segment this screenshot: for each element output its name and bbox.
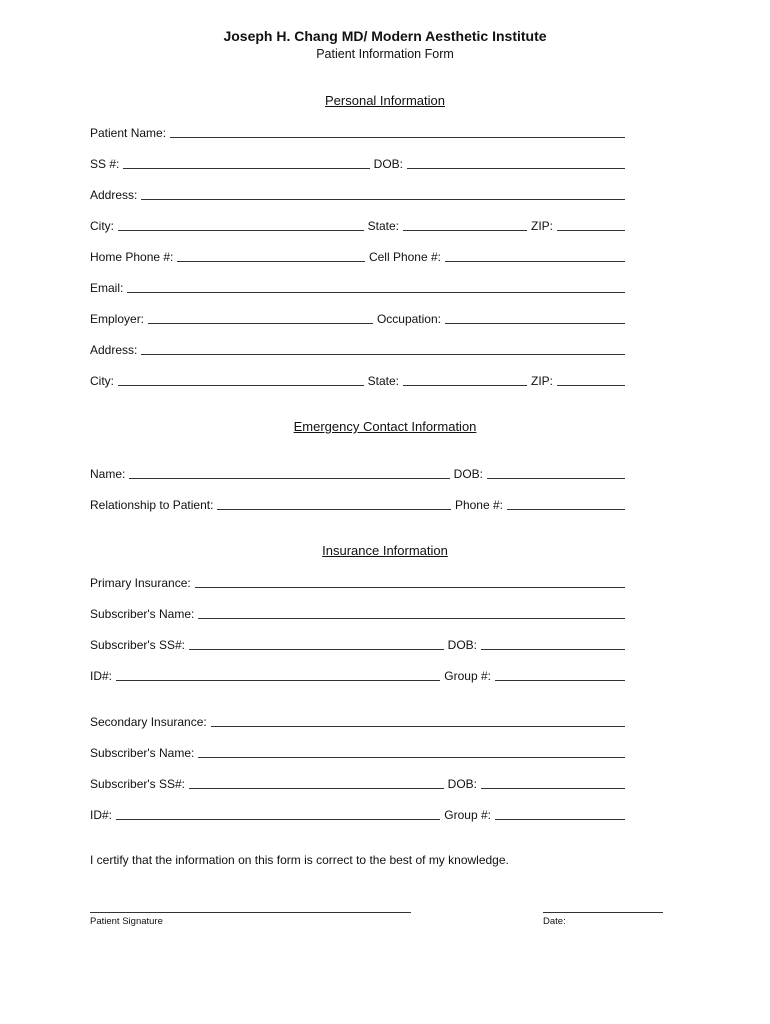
cell-phone-field[interactable] [445, 261, 625, 262]
emergency-phone-label: Phone #: [454, 498, 503, 512]
occupation-field[interactable] [445, 323, 625, 324]
primary-insurance-row [90, 574, 625, 590]
emergency-dob-field[interactable] [487, 478, 625, 479]
zip2-label: ZIP: [530, 374, 553, 388]
primary-subscriber-ss-label: Subscriber's SS#: [90, 638, 185, 652]
primary-group-field[interactable] [495, 680, 625, 681]
relationship-row [90, 496, 625, 512]
primary-subscriber-name-label: Subscriber's Name: [90, 607, 195, 621]
ss-label: SS #: [90, 157, 120, 171]
patient-signature-label: Patient Signature [90, 916, 163, 927]
secondary-subscriber-ss-field[interactable] [189, 788, 444, 789]
email-row [90, 279, 625, 295]
dob-label: DOB: [373, 157, 403, 171]
insurance-heading: Insurance Information [322, 543, 448, 558]
primary-subscriber-name-row [90, 605, 625, 621]
secondary-dob-field[interactable] [481, 788, 625, 789]
relationship-field[interactable] [217, 509, 451, 510]
state-field[interactable] [403, 230, 527, 231]
state2-field[interactable] [403, 385, 527, 386]
city2-label: City: [90, 374, 114, 388]
primary-id-label: ID#: [90, 669, 113, 683]
emergency-name-row [90, 465, 625, 481]
primary-id-row [90, 667, 625, 683]
primary-id-field[interactable] [116, 680, 440, 681]
ss-field[interactable] [123, 168, 369, 169]
occupation-label: Occupation: [376, 312, 441, 326]
address-label: Address: [90, 188, 138, 202]
home-phone-field[interactable] [177, 261, 365, 262]
secondary-subscriber-name-field[interactable] [198, 757, 625, 758]
secondary-subscriber-name-label: Subscriber's Name: [90, 746, 195, 760]
ss-dob-row [90, 155, 625, 171]
city-field[interactable] [118, 230, 364, 231]
city2-field[interactable] [118, 385, 364, 386]
secondary-insurance-field[interactable] [211, 726, 625, 727]
patient-name-field[interactable] [170, 137, 625, 138]
address2-label: Address: [90, 343, 138, 357]
secondary-insurance-row [90, 713, 625, 729]
address2-field[interactable] [141, 354, 625, 355]
cell-phone-label: Cell Phone #: [368, 250, 441, 264]
state-label: State: [367, 219, 399, 233]
secondary-group-label: Group #: [444, 808, 491, 822]
address-row [90, 186, 625, 202]
primary-subscriber-ss-field[interactable] [189, 649, 444, 650]
emergency-name-label: Name: [90, 467, 126, 481]
form-subtitle: Patient Information Form [316, 47, 454, 61]
primary-dob-field[interactable] [481, 649, 625, 650]
date-label: Date: [543, 916, 566, 927]
zip-label: ZIP: [530, 219, 553, 233]
secondary-id-row [90, 806, 625, 822]
zip2-field[interactable] [557, 385, 625, 386]
email-label: Email: [90, 281, 124, 295]
primary-subscriber-ss-row [90, 636, 625, 652]
certification-statement: I certify that the information on this form is correct to the best of my knowledge. [90, 853, 509, 867]
address2-row [90, 341, 625, 357]
city2-state-zip-row [90, 372, 625, 388]
primary-subscriber-name-field[interactable] [198, 618, 625, 619]
emergency-phone-field[interactable] [507, 509, 625, 510]
secondary-dob-label: DOB: [447, 777, 477, 791]
secondary-subscriber-name-row [90, 744, 625, 760]
date-line[interactable] [543, 912, 663, 913]
employer-row [90, 310, 625, 326]
secondary-subscriber-ss-row [90, 775, 625, 791]
patient-signature-line[interactable] [90, 912, 411, 913]
patient-name-label: Patient Name: [90, 126, 167, 140]
primary-insurance-label: Primary Insurance: [90, 576, 191, 590]
home-phone-label: Home Phone #: [90, 250, 174, 264]
relationship-label: Relationship to Patient: [90, 498, 214, 512]
address-field[interactable] [141, 199, 625, 200]
secondary-group-field[interactable] [495, 819, 625, 820]
primary-dob-label: DOB: [447, 638, 477, 652]
city-label: City: [90, 219, 114, 233]
state2-label: State: [367, 374, 399, 388]
phone-row [90, 248, 625, 264]
patient-name-row [90, 124, 625, 140]
primary-group-label: Group #: [444, 669, 491, 683]
email-field[interactable] [127, 292, 625, 293]
employer-field[interactable] [148, 323, 373, 324]
secondary-id-label: ID#: [90, 808, 113, 822]
emergency-dob-label: DOB: [453, 467, 483, 481]
zip-field[interactable] [557, 230, 625, 231]
emergency-name-field[interactable] [129, 478, 449, 479]
dob-field[interactable] [407, 168, 625, 169]
primary-insurance-field[interactable] [195, 587, 625, 588]
secondary-id-field[interactable] [116, 819, 440, 820]
form-title: Joseph H. Chang MD/ Modern Aesthetic Institute [223, 28, 547, 44]
secondary-insurance-label: Secondary Insurance: [90, 715, 207, 729]
city-state-zip-row [90, 217, 625, 233]
employer-label: Employer: [90, 312, 145, 326]
emergency-contact-heading: Emergency Contact Information [293, 419, 477, 434]
personal-info-heading: Personal Information [325, 93, 445, 108]
secondary-subscriber-ss-label: Subscriber's SS#: [90, 777, 185, 791]
